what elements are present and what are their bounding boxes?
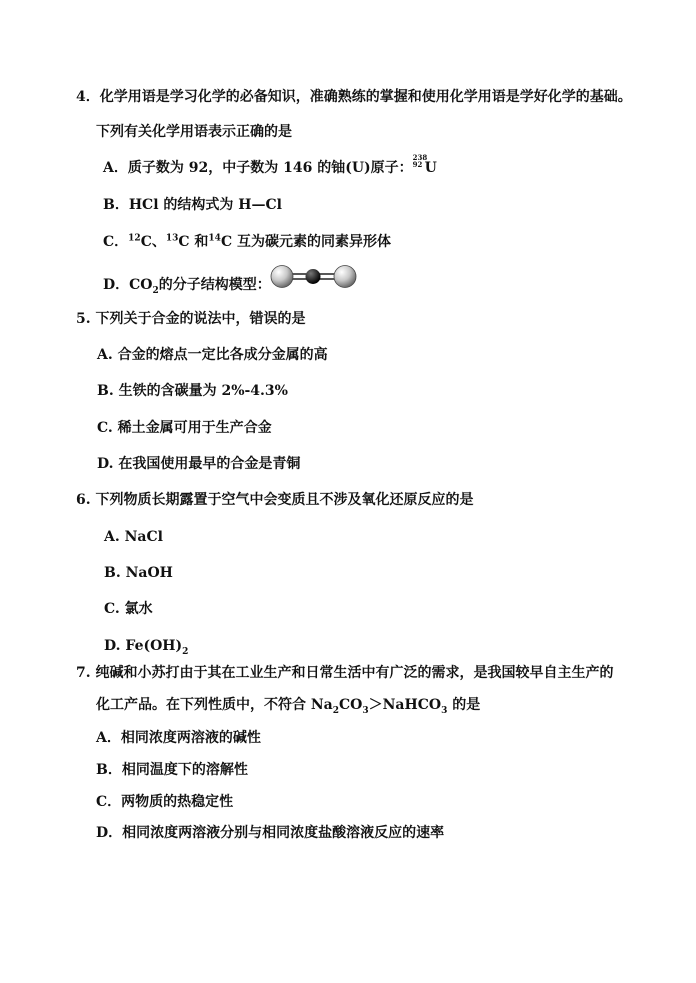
mass-number: 14 bbox=[208, 233, 221, 244]
isotope-text: C 和 bbox=[178, 234, 209, 250]
q7-stem-text: CO bbox=[339, 697, 363, 713]
q5-option-d: D. 在我国使用最早的合金是青铜 bbox=[97, 456, 301, 472]
q6-stem: 6. 下列物质长期露置于空气中会变质且不涉及氧化还原反应的是 bbox=[76, 492, 474, 508]
q7-option-a: A．相同浓度两溶液的碱性 bbox=[96, 730, 261, 746]
q6-option-b: B. NaOH bbox=[104, 565, 173, 581]
subscript: 2 bbox=[182, 646, 189, 657]
q5-option-b: B. 生铁的含碳量为 2%-4.3% bbox=[97, 383, 288, 399]
isotope-text: C、 bbox=[140, 234, 166, 250]
subscript: 3 bbox=[441, 705, 448, 716]
q7-option-c: C．两物质的热稳定性 bbox=[96, 794, 234, 810]
q4-option-c bbox=[103, 233, 391, 251]
q6-option-d bbox=[104, 637, 188, 655]
q4-option-b: B．HCl 的结构式为 H—Cl bbox=[103, 197, 282, 213]
mass-number: 13 bbox=[165, 233, 179, 244]
q6-option-a: A. NaCl bbox=[104, 529, 163, 545]
uranium-isotope-notation bbox=[412, 153, 428, 172]
q4-option-d-suffix: 的分子结构模型： bbox=[158, 277, 271, 293]
q4-option-c-prefix: C． bbox=[103, 234, 129, 250]
q7-option-b: B．相同温度下的溶解性 bbox=[96, 762, 248, 778]
subscript: 3 bbox=[362, 705, 369, 716]
q5-option-c: C. 稀土金属可用于生产合金 bbox=[97, 420, 272, 436]
mass-number: 12 bbox=[128, 233, 141, 244]
q4-option-a bbox=[103, 153, 437, 177]
mass-number: 238 bbox=[412, 153, 428, 162]
isotope-text: C 互为碳元素的同素异形体 bbox=[220, 234, 391, 250]
q7-option-d: D．相同浓度两溶液分别与相同浓度盐酸溶液反应的速率 bbox=[96, 825, 445, 841]
subscript: 2 bbox=[152, 285, 159, 296]
q7-stem-line1: 7. 纯碱和小苏打由于其在工业生产和日常生活中有广泛的需求，是我国较早自主生产的 bbox=[76, 665, 614, 681]
q4-option-a-text: A．质子数为 92，中子数为 146 的铀(U)原子： bbox=[103, 160, 413, 176]
element-symbol: U bbox=[424, 160, 437, 176]
subscript: 2 bbox=[332, 705, 340, 716]
q6-option-d-prefix: D. Fe(OH) bbox=[104, 638, 183, 654]
q4-stem-line2: 下列有关化学用语表示正确的是 bbox=[96, 124, 292, 140]
q4-option-d bbox=[103, 276, 271, 294]
q6-option-c: C. 氯水 bbox=[104, 601, 153, 617]
q4-option-d-prefix: D．CO bbox=[103, 277, 153, 293]
atomic-number: 92 bbox=[412, 160, 423, 169]
co2-molecule-model-icon bbox=[270, 264, 358, 290]
q5-option-a: A. 合金的熔点一定比各成分金属的高 bbox=[97, 347, 328, 363]
q7-stem-line2 bbox=[96, 696, 480, 714]
q7-stem-text: 化工产品。在下列性质中，不符合 Na bbox=[96, 697, 333, 713]
q5-stem: 5. 下列关于合金的说法中，错误的是 bbox=[76, 311, 306, 327]
q7-stem-text: ＞NaHCO bbox=[368, 697, 442, 713]
q4-stem-line1: 4．化学用语是学习化学的必备知识，准确熟练的掌握和使用化学用语是学好化学的基础。 bbox=[76, 89, 632, 105]
q7-stem-text: 的是 bbox=[447, 697, 481, 713]
